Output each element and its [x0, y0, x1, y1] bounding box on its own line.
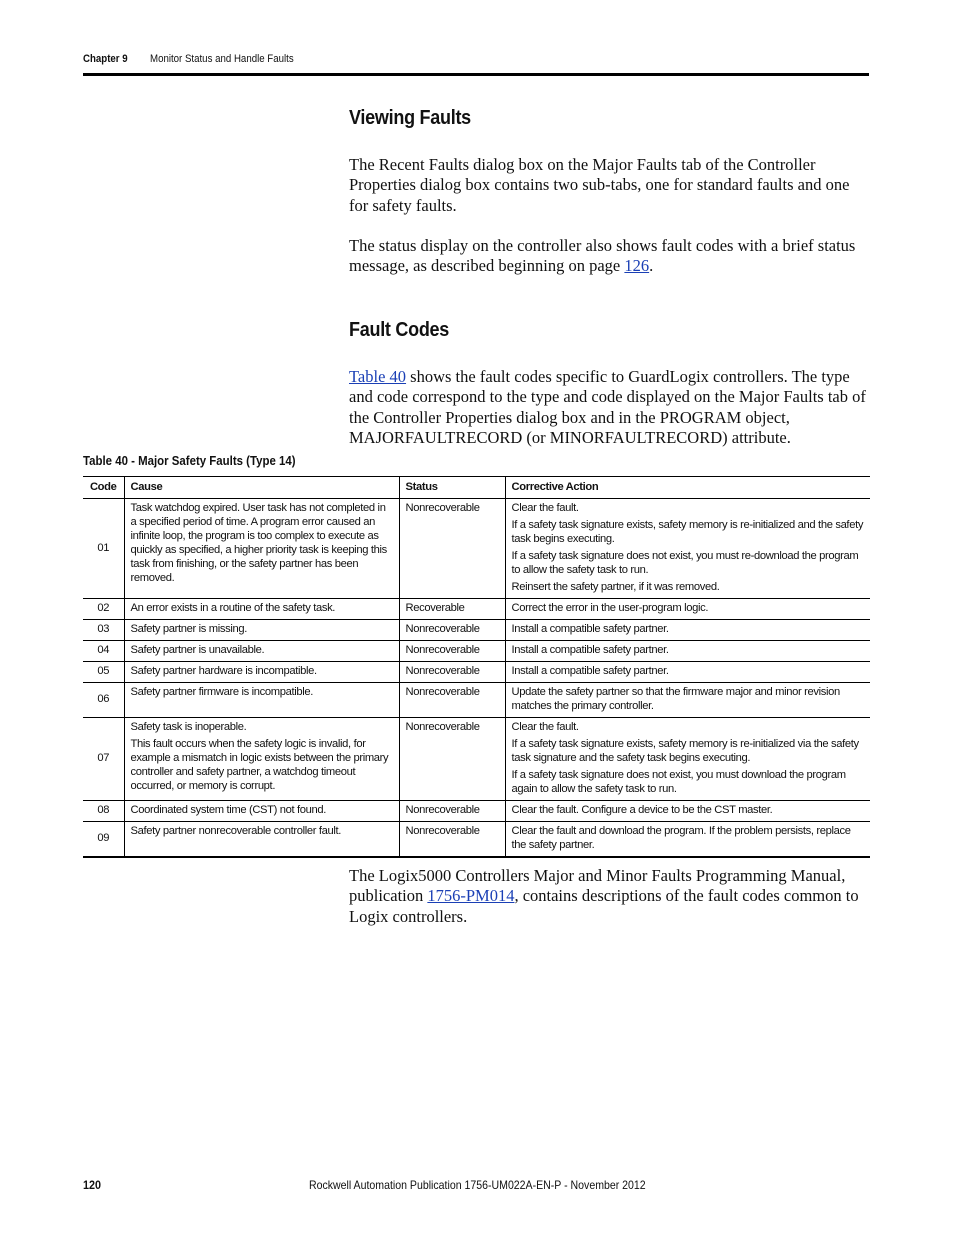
corrective-action-text: Clear the fault.: [511, 721, 579, 733]
column-header-cause: Cause: [124, 477, 399, 499]
cause-text: Safety partner firmware is incompatible.: [130, 686, 313, 698]
fault-code-cell: 07: [83, 718, 124, 801]
fault-code-cell: 04: [83, 641, 124, 662]
status-cell: Nonrecoverable: [399, 620, 505, 641]
cause-text: Coordinated system time (CST) not found.: [130, 804, 327, 816]
paragraph-text: shows the fault codes specific to GuardLogix controllers. The type and code correspond to the type and code displayed on the Major Faults tab of the Controller Properties dialog box and in the PROGRAM object, MAJORFAULTRECORD (or MINORFAULTRECORD) attribute.: [349, 367, 866, 447]
table-row: [83, 718, 870, 801]
table-row: [83, 801, 870, 822]
table-row: [83, 822, 870, 858]
paragraph-text: The Logix5000 Controllers Major and Minor Faults Programming Manual, publication: [349, 866, 846, 906]
cause-text: Safety partner is unavailable.: [130, 644, 265, 656]
publication-1756-pm014-link[interactable]: 1756-PM014: [427, 886, 515, 906]
corrective-action-text: Reinsert the safety partner, if it was removed.: [511, 581, 720, 593]
cause-cell: [124, 641, 399, 662]
fault-code-cell: 05: [83, 662, 124, 683]
column-header-corrective-action: Corrective Action: [505, 477, 870, 499]
table-row: [83, 620, 870, 641]
corrective-action-text: Install a compatible safety partner.: [511, 665, 669, 677]
status-cell: Nonrecoverable: [399, 641, 505, 662]
status-cell: Recoverable: [399, 599, 505, 620]
chapter-label: Chapter 9: [83, 53, 128, 65]
status-cell: Nonrecoverable: [399, 822, 505, 858]
cause-text: Safety task is inoperable.: [130, 721, 247, 733]
corrective-action-text: Clear the fault and download the program. If the problem persists, replace the safety partner.: [511, 825, 851, 851]
fault-code-cell: 01: [83, 499, 124, 599]
viewing-faults-paragraph-1: The Recent Faults dialog box on the Major Faults tab of the Controller Properties dialog box contains two sub-tabs, one for standard faults and one for safety faults.: [349, 155, 850, 215]
fault-code-cell: 08: [83, 801, 124, 822]
corrective-action-text: Correct the error in the user-program logic.: [511, 602, 709, 614]
table-body: [83, 499, 870, 858]
corrective-action-text: Clear the fault. Configure a device to be the CST master.: [511, 804, 773, 816]
corrective-action-cell: [505, 662, 870, 683]
viewing-faults-heading: Viewing Faults: [349, 107, 471, 129]
cause-cell: [124, 599, 399, 620]
corrective-action-cell: [505, 718, 870, 801]
publication-text: Rockwell Automation Publication 1756-UM022A-EN-P - November 2012: [308, 1178, 646, 1192]
publication-footer: [0, 1178, 954, 1192]
cause-text: Task watchdog expired. User task has not completed in a specified period of time. A program error caused an infinite loop, the program is too complex to execute as quickly as specified, a higher priority task is keeping this task from finishing, or the safety partner has been removed.: [130, 502, 387, 584]
cause-text: Safety partner is missing.: [130, 623, 247, 635]
column-header-code: Code: [83, 477, 124, 499]
table-row: [83, 599, 870, 620]
paragraph-text: .: [649, 256, 654, 276]
corrective-action-text: If a safety task signature does not exist, you must re-download the program to allow the safety task to run.: [511, 550, 859, 576]
cause-text: This fault occurs when the safety logic is invalid, for example a mismatch in logic exists between the primary controller and safety partner, a watchdog timeout occurred, or memory is corrupt.: [130, 738, 389, 792]
page-126-link[interactable]: 126: [624, 256, 650, 276]
cause-cell: [124, 683, 399, 718]
cause-cell: [124, 718, 399, 801]
corrective-action-cell: [505, 620, 870, 641]
status-cell: Nonrecoverable: [399, 499, 505, 599]
corrective-action-text: Install a compatible safety partner.: [511, 644, 669, 656]
fault-code-cell: 09: [83, 822, 124, 858]
paragraph-text: The status display on the controller also shows fault codes with a brief status message, as described beginning on page: [349, 236, 856, 276]
table-header-row: [83, 477, 870, 499]
status-cell: Nonrecoverable: [399, 683, 505, 718]
table-row: [83, 662, 870, 683]
cause-text: Safety partner hardware is incompatible.: [130, 665, 317, 677]
closing-paragraph: [349, 866, 867, 927]
table-40-link[interactable]: Table 40: [349, 367, 407, 386]
corrective-action-text: Install a compatible safety partner.: [511, 623, 669, 635]
corrective-action-text: If a safety task signature exists, safety memory is re-initialized via the safety task signature and the safety task begins executing.: [511, 738, 859, 764]
column-header-status: Status: [399, 477, 505, 499]
corrective-action-text: If a safety task signature does not exist, you must download the program again to allow the safety task to run.: [511, 769, 846, 795]
table-row: [83, 499, 870, 599]
corrective-action-cell: [505, 641, 870, 662]
major-safety-faults-table: [83, 476, 870, 858]
cause-cell: [124, 620, 399, 641]
paragraph-text: , contains descriptions of the fault codes common to Logix controllers.: [349, 886, 859, 926]
running-header: [83, 53, 869, 69]
status-cell: Nonrecoverable: [399, 801, 505, 822]
table-row: [83, 683, 870, 718]
table-caption: Table 40 - Major Safety Faults (Type 14): [83, 453, 296, 468]
corrective-action-cell: [505, 801, 870, 822]
corrective-action-text: Clear the fault.: [511, 502, 579, 514]
fault-code-cell: 03: [83, 620, 124, 641]
cause-cell: [124, 822, 399, 858]
header-rule: [83, 73, 869, 76]
cause-cell: [124, 499, 399, 599]
fault-codes-paragraph: [349, 367, 867, 448]
table-row: [83, 641, 870, 662]
status-cell: Nonrecoverable: [399, 718, 505, 801]
corrective-action-cell: [505, 683, 870, 718]
chapter-title: Monitor Status and Handle Faults: [150, 53, 294, 65]
fault-code-cell: 06: [83, 683, 124, 718]
viewing-faults-paragraph-2: [349, 236, 867, 277]
corrective-action-text: If a safety task signature exists, safety memory is re-initialized and the safety task begins executing.: [511, 519, 864, 545]
corrective-action-cell: [505, 599, 870, 620]
corrective-action-cell: [505, 499, 870, 599]
corrective-action-text: Update the safety partner so that the firmware major and minor revision matches the primary controller.: [511, 686, 840, 712]
cause-cell: [124, 662, 399, 683]
cause-cell: [124, 801, 399, 822]
corrective-action-cell: [505, 822, 870, 858]
fault-codes-heading: Fault Codes: [349, 319, 450, 341]
cause-text: An error exists in a routine of the safety task.: [130, 602, 336, 614]
cause-text: Safety partner nonrecoverable controller fault.: [130, 825, 342, 837]
status-cell: Nonrecoverable: [399, 662, 505, 683]
page-number: 120: [83, 1178, 102, 1192]
fault-code-cell: 02: [83, 599, 124, 620]
